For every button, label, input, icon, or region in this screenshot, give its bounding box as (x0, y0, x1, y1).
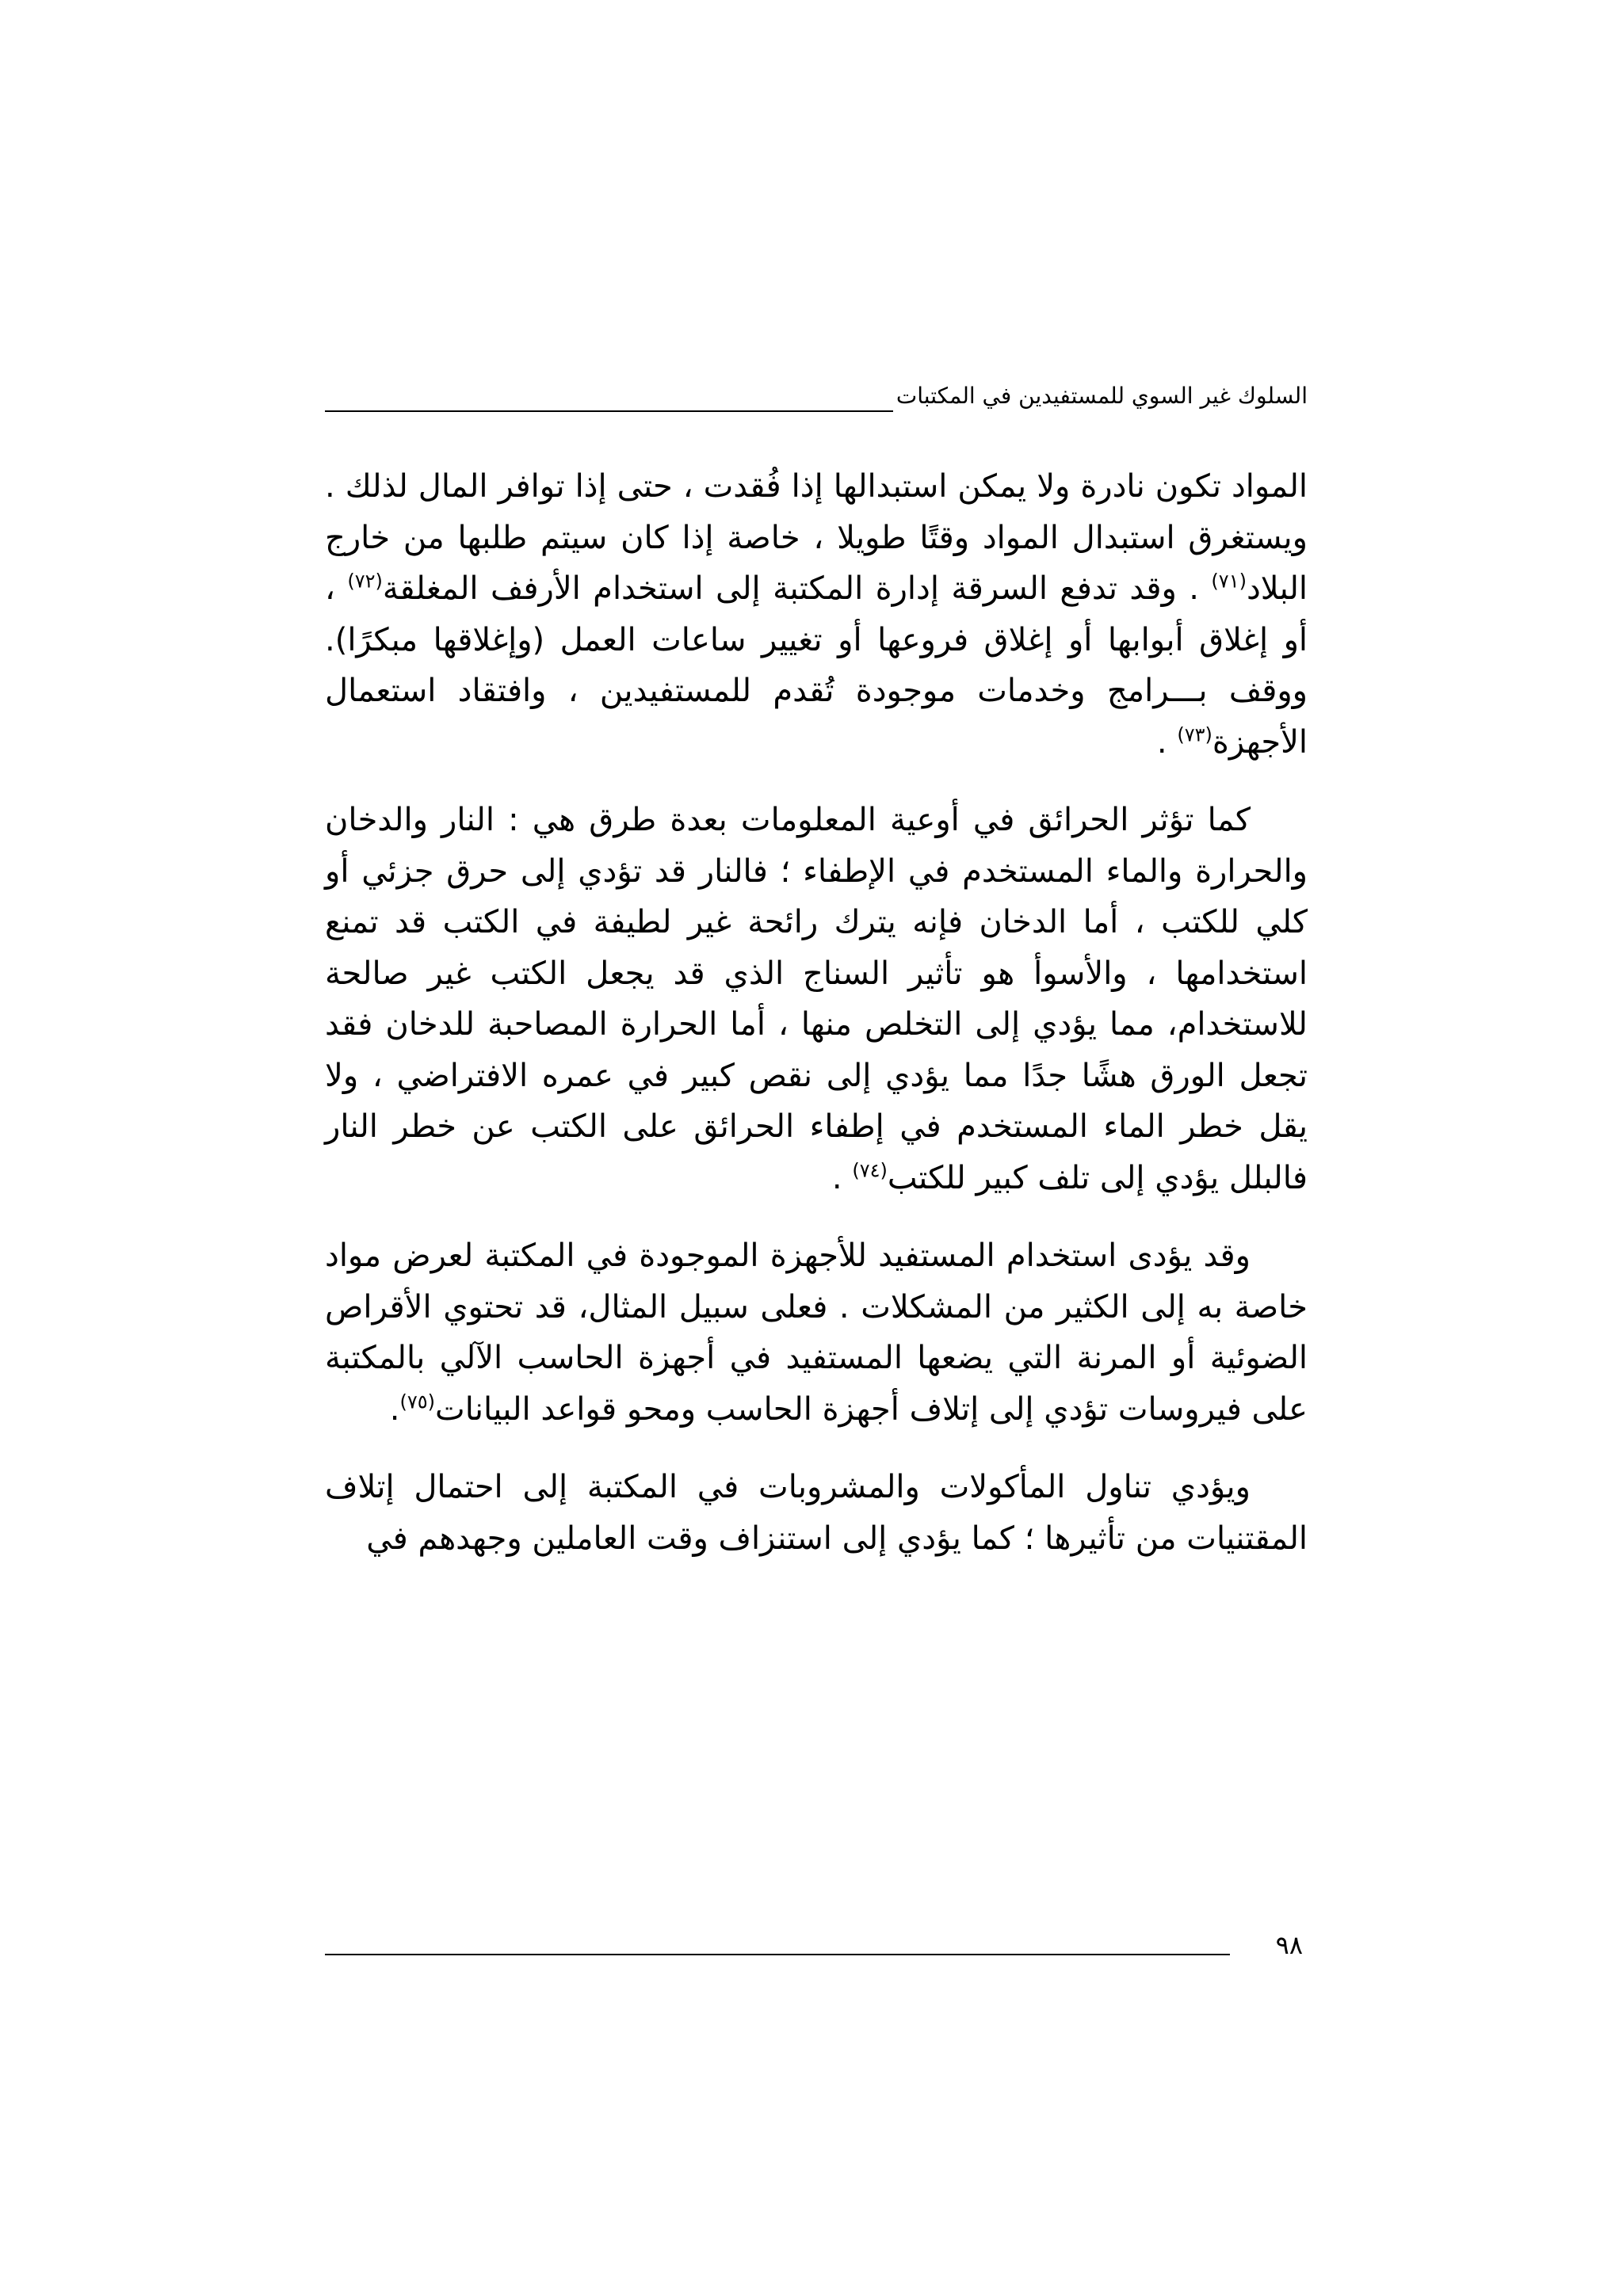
text-segment: كما تؤثر الحرائق في أوعية المعلومات بعدة طرق هي : النار والدخان والحرارة والماء المستخدم في الإطفاء ؛ فالنار قد تؤدي إلى حرق جزئي أو كلي للكتب ، أما الدخان فإنه يترك رائحة غير لطيفة في الكتب قد تمنع استخدامها ، والأسوأ هو تأثير السناج الذي قد يجعل الكتب غير صالحة للاستخدام، مما يؤدي إلى التخلص منها ، أما الحرارة المصاحبة للدخان فقد تجعل الورق هشًا جدًا مما يؤدي إلى نقص كبير في عمره الافتراضي ، ولا يقل خطر الماء المستخدم في إطفاء الحرائق على الكتب عن خطر النار فالبلل يؤدي إلى تلف كبير للكتب (325, 802, 1308, 1196)
paragraph-2 (325, 795, 1308, 1203)
running-header (325, 372, 1308, 412)
footnote-ref-75: (٧٥) (399, 1390, 436, 1413)
footnote-ref-72: (٧٢) (347, 570, 383, 593)
body-text (325, 461, 1308, 1591)
text-segment: . (1156, 723, 1178, 761)
text-segment: . (831, 1159, 853, 1196)
footnote-ref-71: (٧١) (1211, 570, 1247, 593)
footnote-ref-73: (٧٣) (1177, 723, 1212, 746)
text-segment: . (389, 1390, 400, 1428)
page-footer (325, 1921, 1308, 1969)
header-rule (325, 387, 893, 412)
text-segment: ، أو إغلاق أبوابها أو إغلاق فروعها أو تغيير ساعات العمل (وإغلاقها مبكرًا). ووقف بـــرامج وخدمات موجودة تُقدم للمستفيدين ، وافتقاد استعمال الأجهزة (325, 570, 1308, 761)
text-segment: وقد يؤدى استخدام المستفيد للأجهزة الموجودة في المكتبة لعرض مواد خاصة به إلى الكثير من المشكلات . فعلى سبيل المثال، قد تحتوي الأقراص الضوئية أو المرنة التي يضعها المستفيد في أجهزة الحاسب الآلي بالمكتبة على فيروسات تؤدي إلى إتلاف أجهزة الحاسب ومحو قواعد البيانات (325, 1238, 1308, 1428)
text-segment: ويؤدي تناول المأكولات والمشروبات في المكتبة إلى احتمال إتلاف المقتنيات من تأثيرها ؛ كما يؤدي إلى استنزاف وقت العاملين وجهدهم في (325, 1469, 1308, 1557)
text-segment: المواد تكون نادرة ولا يمكن استبدالها إذا فُقدت ، حتى إذا توافر المال لذلك . ويستغرق استبدال المواد وقتًا طويلا ، خاصة إذا كان سيتم طلبها من خارج البلاد (325, 468, 1308, 607)
footnote-ref-74: (٧٤) (852, 1159, 888, 1182)
paragraph-3 (325, 1230, 1308, 1435)
text-segment: . وقد تدفع السرقة إدارة المكتبة إلى استخدام الأرفف المغلقة (382, 570, 1212, 607)
footer-rule (325, 1954, 1230, 1955)
page-number: ٩٨ (1275, 1930, 1303, 1960)
paragraph-1 (325, 461, 1308, 768)
running-header-title: السلوك غير السوي للمستفيدين في المكتبات (896, 383, 1308, 409)
paragraph-4 (325, 1462, 1308, 1564)
